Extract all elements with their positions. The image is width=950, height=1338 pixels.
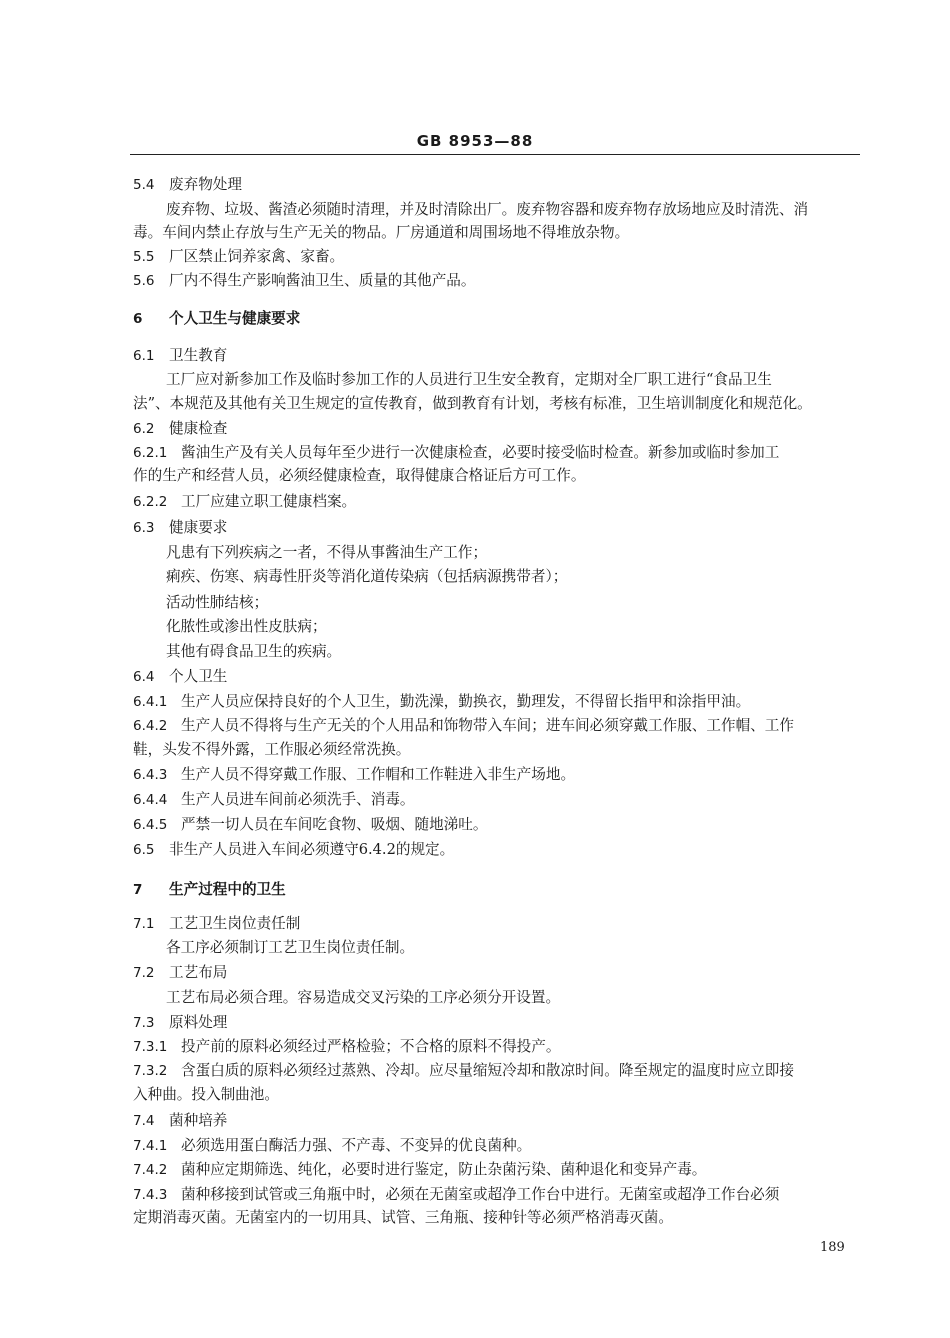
clause-text: 投产前的原料必须经过严格检验；不合格的原料不得投产。 bbox=[181, 1038, 561, 1055]
text-line bbox=[133, 1208, 673, 1228]
clause-number: 7.4 bbox=[133, 1113, 155, 1129]
text-line bbox=[166, 938, 414, 958]
clause-line bbox=[133, 518, 227, 538]
clause-text: 废弃物处理 bbox=[169, 176, 242, 193]
clause-number: 7.3.1 bbox=[133, 1039, 168, 1055]
clause-text: 其他有碍食品卫生的疾病。 bbox=[166, 643, 342, 660]
clause-number: 6.2 bbox=[133, 421, 155, 437]
clause-number: 7.4.2 bbox=[133, 1162, 168, 1178]
clause-number: 7.1 bbox=[133, 916, 155, 932]
clause-text: 各工序必须制订工艺卫生岗位责任制。 bbox=[166, 939, 415, 956]
text-line bbox=[166, 567, 567, 587]
clause-text: 卫生教育 bbox=[169, 347, 228, 364]
clause-number: 6.2.1 bbox=[133, 445, 168, 461]
clause-line bbox=[133, 1061, 794, 1081]
text-line bbox=[166, 370, 772, 390]
clause-text: 痢疾、伤寒、病毒性肝炎等消化道传染病（包括病源携带者）； bbox=[166, 568, 568, 585]
clause-number: 5.5 bbox=[133, 249, 155, 265]
clause-number: 7 bbox=[133, 882, 143, 898]
text-line bbox=[166, 593, 268, 613]
clause-line bbox=[133, 692, 750, 712]
clause-number: 7.4.1 bbox=[133, 1138, 168, 1154]
clause-text: 酱油生产及有关人员每年至少进行一次健康检查，必要时接受临时检查。新参加或临时参加工 bbox=[181, 444, 780, 461]
clause-text: 必须选用蛋白酶活力强、不产毒、不变异的优良菌种。 bbox=[181, 1137, 532, 1154]
text-line bbox=[133, 466, 585, 486]
clause-text: 生产过程中的卫生 bbox=[169, 881, 286, 898]
clause-text: 化脓性或渗出性皮肤病； bbox=[166, 618, 327, 635]
clause-line bbox=[133, 667, 227, 687]
clause-text: 菌种移接到试管或三角瓶中时，必须在无菌室或超净工作台中进行。无菌室或超净工作台必须 bbox=[181, 1186, 780, 1203]
clause-text: 个人卫生与健康要求 bbox=[169, 310, 301, 327]
clause-text: 原料处理 bbox=[169, 1014, 228, 1031]
text-line bbox=[166, 200, 808, 220]
clause-number: 6.4.1 bbox=[133, 694, 168, 710]
clause-text: 非生产人员进入车间必须遵守6.4.2的规定。 bbox=[169, 841, 455, 858]
section-heading bbox=[133, 880, 286, 900]
page-number: 189 bbox=[820, 1240, 845, 1255]
clause-text: 毒。车间内禁止存放与生产无关的物品。厂房通道和周围场地不得堆放杂物。 bbox=[133, 224, 630, 241]
clause-text: 菌种培养 bbox=[169, 1112, 228, 1129]
clause-text: 法”、本规范及其他有关卫生规定的宣传教育，做到教育有计划，考核有标准，卫生培训制度化和规范化。 bbox=[133, 395, 812, 412]
section-heading bbox=[133, 309, 300, 329]
clause-text: 菌种应定期筛选、纯化，必要时进行鉴定，防止杂菌污染、菌种退化和变异产毒。 bbox=[181, 1161, 707, 1178]
clause-text: 鞋，头发不得外露，工作服必须经常洗换。 bbox=[133, 741, 411, 758]
clause-text: 生产人员不得将与生产无关的个人用品和饰物带入车间；进车间必须穿戴工作服、工作帽、工作 bbox=[181, 717, 794, 734]
clause-line bbox=[133, 914, 300, 934]
clause-number: 6.4.5 bbox=[133, 817, 168, 833]
clause-text: 生产人员不得穿戴工作服、工作帽和工作鞋进入非生产场地。 bbox=[181, 766, 576, 783]
clause-number: 5.4 bbox=[133, 177, 155, 193]
clause-number: 6.4.4 bbox=[133, 792, 168, 808]
clause-line bbox=[133, 346, 227, 366]
clause-text: 工厂应对新参加工作及临时参加工作的人员进行卫生安全教育，定期对全厂职工进行“食品卫生 bbox=[166, 371, 772, 388]
clause-line bbox=[133, 1136, 531, 1156]
clause-number: 5.6 bbox=[133, 273, 155, 289]
clause-text: 工厂应建立职工健康档案。 bbox=[181, 493, 357, 510]
text-line bbox=[133, 394, 812, 414]
clause-line bbox=[133, 790, 415, 810]
clause-text: 健康检查 bbox=[169, 420, 228, 437]
clause-number: 6.4 bbox=[133, 669, 155, 685]
clause-number: 7.3.2 bbox=[133, 1063, 168, 1079]
clause-text: 定期消毒灭菌。无菌室内的一切用具、试管、三角瓶、接种针等必须严格消毒灭菌。 bbox=[133, 1209, 673, 1226]
clause-number: 7.3 bbox=[133, 1015, 155, 1031]
clause-text: 活动性肺结核； bbox=[166, 594, 269, 611]
clause-line bbox=[133, 247, 344, 267]
clause-text: 生产人员进车间前必须洗手、消毒。 bbox=[181, 791, 415, 808]
clause-line bbox=[133, 716, 794, 736]
clause-line bbox=[133, 1160, 706, 1180]
clause-text: 含蛋白质的原料必须经过蒸熟、冷却。应尽量缩短冷却和散凉时间。降至规定的温度时应立即接 bbox=[181, 1062, 794, 1079]
clause-number: 6.4.3 bbox=[133, 767, 168, 783]
clause-text: 作的生产和经营人员，必须经健康检查，取得健康合格证后方可工作。 bbox=[133, 467, 586, 484]
clause-line bbox=[133, 815, 487, 835]
clause-text: 健康要求 bbox=[169, 519, 228, 536]
clause-line bbox=[133, 443, 779, 463]
text-line bbox=[133, 223, 629, 243]
clause-line bbox=[133, 1013, 227, 1033]
clause-line bbox=[133, 963, 227, 983]
clause-number: 6.5 bbox=[133, 842, 155, 858]
clause-text: 生产人员应保持良好的个人卫生，勤洗澡，勤换衣，勤理发，不得留长指甲和涂指甲油。 bbox=[181, 693, 751, 710]
header-rule bbox=[130, 154, 860, 155]
clause-line bbox=[133, 1037, 560, 1057]
clause-line bbox=[133, 765, 575, 785]
clause-number: 6.4.2 bbox=[133, 718, 168, 734]
text-line bbox=[166, 642, 341, 662]
clause-line bbox=[133, 271, 475, 291]
text-line bbox=[133, 740, 410, 760]
clause-text: 工艺布局 bbox=[169, 964, 228, 981]
clause-text: 废弃物、垃圾、酱渣必须随时清理，并及时清除出厂。废弃物容器和废弃物存放场地应及时清洗、消 bbox=[166, 201, 809, 218]
clause-text: 工艺布局必须合理。容易造成交叉污染的工序必须分开设置。 bbox=[166, 989, 561, 1006]
clause-text: 厂区禁止饲养家禽、家畜。 bbox=[169, 248, 345, 265]
clause-line bbox=[133, 840, 454, 860]
clause-text: 工艺卫生岗位责任制 bbox=[169, 915, 301, 932]
clause-text: 个人卫生 bbox=[169, 668, 228, 685]
standard-code-header: GB 8953—88 bbox=[416, 132, 534, 150]
clause-number: 6 bbox=[133, 311, 143, 327]
clause-text: 入种曲。投入制曲池。 bbox=[133, 1086, 279, 1103]
clause-line bbox=[133, 1185, 779, 1205]
text-line bbox=[166, 543, 487, 563]
clause-text: 严禁一切人员在车间吃食物、吸烟、随地涕吐。 bbox=[181, 816, 488, 833]
clause-text: 凡患有下列疾病之一者，不得从事酱油生产工作； bbox=[166, 544, 488, 561]
clause-line bbox=[133, 419, 227, 439]
clause-line bbox=[133, 492, 356, 512]
text-line bbox=[166, 988, 560, 1008]
text-line bbox=[166, 617, 327, 637]
clause-number: 6.1 bbox=[133, 348, 155, 364]
clause-line bbox=[133, 175, 242, 195]
clause-text: 厂内不得生产影响酱油卫生、质量的其他产品。 bbox=[169, 272, 476, 289]
text-line bbox=[133, 1085, 279, 1105]
clause-number: 6.2.2 bbox=[133, 494, 168, 510]
clause-line bbox=[133, 1111, 227, 1131]
clause-number: 7.4.3 bbox=[133, 1187, 168, 1203]
clause-number: 7.2 bbox=[133, 965, 155, 981]
clause-number: 6.3 bbox=[133, 520, 155, 536]
